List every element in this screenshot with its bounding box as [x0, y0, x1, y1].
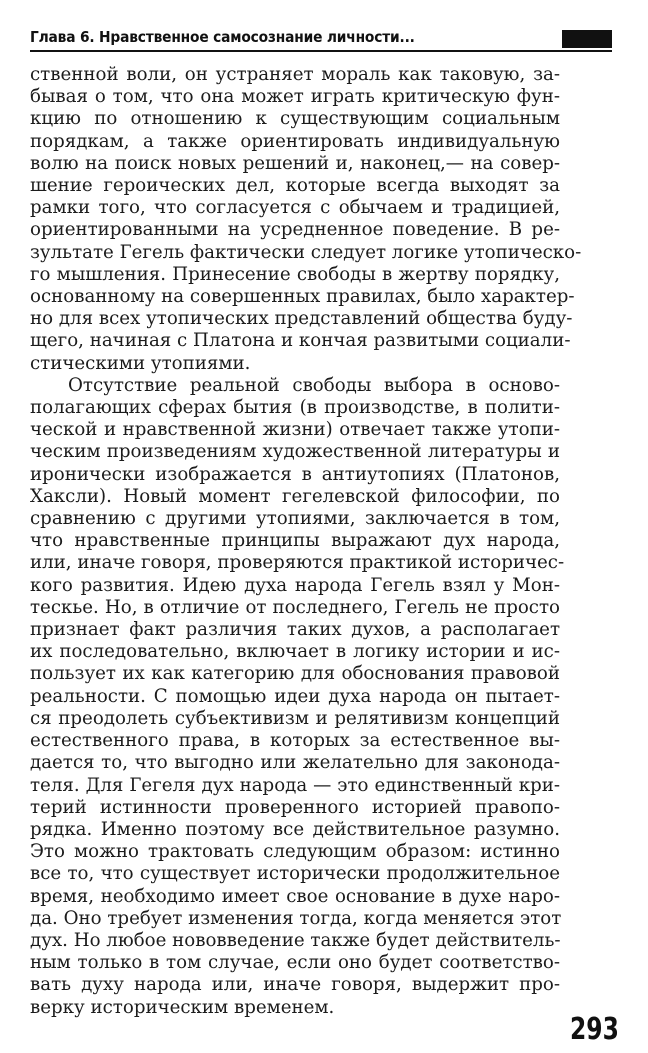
text-line: порядкам, а также ориентировать индивидуальную	[30, 130, 560, 152]
text-line: пользует их как категорию для обоснования правовой	[30, 663, 560, 685]
text-line: дается то, что выгодно или желательно для законода-	[30, 752, 560, 774]
text-line: рядка. Именно поэтому все действительное разумно.	[30, 818, 560, 840]
text-line: их последовательно, включает в логику истории и ис-	[30, 641, 560, 663]
text-line: естественного права, в которых за естественное вы-	[30, 730, 560, 752]
text-line: все то, что существует исторически продолжительное	[30, 863, 560, 885]
text-line: рамки того, что согласуется с обычаем и традицией,	[30, 197, 560, 219]
running-header	[30, 26, 612, 52]
header-rule	[30, 50, 612, 52]
paragraph-1	[30, 64, 582, 375]
text-line: но для всех утопических представлений общества буду-	[30, 308, 573, 330]
text-line: кого развития. Идею духа народа Гегель взял у Мон-	[30, 574, 560, 596]
text-line: Это можно трактовать следующим образом: истинно	[30, 841, 560, 863]
text-line: ческой и нравственной жизни) отвечает также утопи-	[30, 419, 560, 441]
text-line: стическими утопиями.	[30, 352, 251, 374]
text-line: да. Оно требует изменения тогда, когда меняется этот	[30, 907, 562, 929]
text-line: дух. Но любое нововведение также будет действитель-	[30, 929, 561, 951]
text-line: шение героических дел, которые всегда выходят за	[30, 175, 560, 197]
text-line: признает факт различия таких духов, а располагает	[30, 619, 560, 641]
text-line: ным только в том случае, если оно будет соответство-	[30, 952, 560, 974]
text-line: волю на поиск новых решений и, наконец,— на совер-	[30, 152, 560, 174]
text-line: зультате Гегель фактически следует логике утопическо-	[30, 241, 582, 263]
text-line: иронически изображается в антиутопиях (Платонов,	[30, 463, 560, 485]
text-line: время, необходимо имеет свое основание в духе наро-	[30, 885, 560, 907]
text-line: полагающих сферах бытия (в производстве, в полити-	[30, 397, 560, 419]
text-line: щего, начиная с Платона и кончая развитыми социали-	[30, 330, 571, 352]
header-black-block	[562, 30, 612, 48]
text-line: ся преодолеть субъективизм и релятивизм концепций	[30, 707, 560, 729]
text-line: что нравственные принципы выражают дух народа,	[30, 530, 560, 552]
page-number: 293	[570, 1012, 619, 1047]
text-line: ственной воли, он устраняет мораль как таковую, за-	[30, 64, 560, 85]
text-line: кцию по отношению к существующим социальным	[30, 108, 560, 130]
text-line: верку историческим временем.	[30, 996, 335, 1018]
text-line: бывая о том, что она может играть критическую фун-	[30, 86, 560, 108]
text-line: основанному на совершенных правилах, было характер-	[30, 286, 575, 308]
text-line: ческим произведениям художественной литературы и	[30, 441, 560, 463]
text-line: тескье. Но, в отличие от последнего, Гегель не просто	[30, 596, 560, 618]
text-line: вать духу народа или, иначе говоря, выдержит про-	[30, 974, 560, 996]
text-line: теля. Для Гегеля дух народа — это единственный кри-	[30, 774, 560, 796]
chapter-title: Глава 6. Нравственное самосознание личности...	[30, 28, 415, 46]
text-line: или, иначе говоря, проверяются практикой историчес-	[30, 552, 565, 574]
text-line: реальности. С помощью идеи духа народа он пытает-	[30, 685, 560, 707]
page-body	[30, 64, 582, 1019]
text-line: сравнению с другими утопиями, заключается в том,	[30, 508, 560, 530]
text-line: ориентированными на усредненное поведение. В ре-	[30, 219, 560, 241]
paragraph-2	[30, 374, 565, 1019]
text-line: Хаксли). Новый момент гегелевской философии, по	[30, 485, 560, 507]
text-line: терий истинности проверенного историей правопо-	[30, 796, 560, 818]
text-line: Отсутствие реальной свободы выбора в осново-	[68, 374, 560, 396]
text-line: го мышления. Принесение свободы в жертву порядку,	[30, 263, 560, 285]
